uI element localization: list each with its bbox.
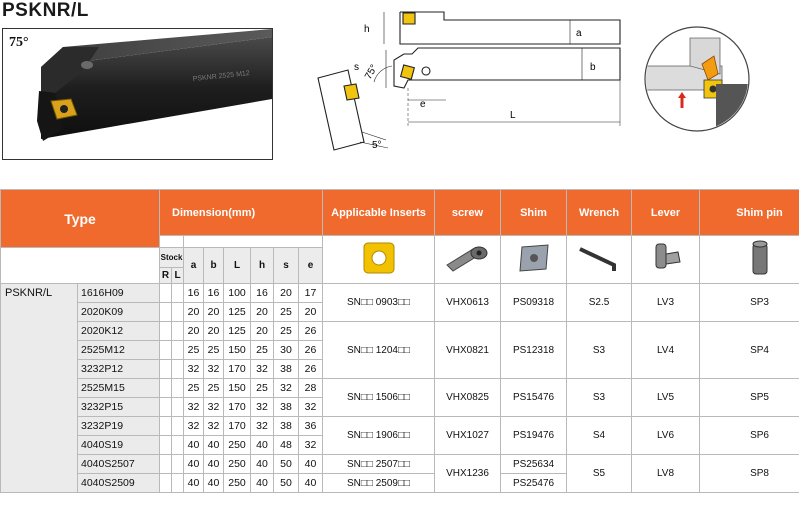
cell-h: 25 [251,341,274,360]
cell-e: 32 [299,436,323,455]
cell-b: 32 [204,417,224,436]
cell-L: 100 [224,284,251,303]
screw-code: VHX1027 [435,417,501,455]
shim-pin-image [700,236,799,284]
shim-header: Shim [501,190,567,236]
model-code: 4040S2507 [78,455,160,474]
stock-l-header: L [172,268,184,284]
screw-code: VHX0825 [435,379,501,417]
angle-75-label: 75° [363,62,381,82]
wrench-image [567,236,632,284]
cell-a: 32 [184,417,204,436]
table-row [1,284,799,303]
col-s-header: s [274,248,299,284]
cell-h: 40 [251,436,274,455]
col-h-header: h [251,248,274,284]
table-row [1,417,799,436]
cell-e: 32 [299,398,323,417]
angle-5-label: 5° [372,140,382,151]
cell-b: 25 [204,341,224,360]
clamping-detail [642,24,752,134]
cell-s: 50 [274,474,299,493]
cell-s: 38 [274,417,299,436]
cell-s: 32 [274,379,299,398]
cell-h: 32 [251,417,274,436]
specification-table [0,189,799,493]
cell-b: 40 [204,455,224,474]
model-code: 2525M12 [78,341,160,360]
screw-header: screw [435,190,501,236]
cell-s: 50 [274,455,299,474]
cell-h: 40 [251,474,274,493]
cell-h: 20 [251,303,274,322]
cell-b: 16 [204,284,224,303]
cell-a: 25 [184,379,204,398]
product-photo [2,28,273,160]
tool-holder-illustration [3,29,272,159]
table-row [1,379,799,398]
cell-a: 40 [184,436,204,455]
cell-a: 40 [184,474,204,493]
model-code: 3232P12 [78,360,160,379]
shim-pin-code: SP3 [700,284,799,322]
wrench-code: S4 [567,417,632,455]
series-label: PSKNR/L [1,284,78,493]
cell-a: 16 [184,284,204,303]
cell-e: 17 [299,284,323,303]
model-code: 2020K09 [78,303,160,322]
insert-code: SN□□ 2507□□ [323,455,435,474]
cell-L: 150 [224,379,251,398]
cell-e: 20 [299,303,323,322]
dimension-header: Dimension(mm) [160,190,323,236]
wrench-code: S3 [567,322,632,379]
wrench-code: S3 [567,379,632,417]
cell-b: 40 [204,436,224,455]
dim-a-label: a [576,28,582,39]
cell-L: 250 [224,455,251,474]
dimension-drawing [300,0,640,160]
lever-code: LV3 [632,284,700,322]
model-code: 2020K12 [78,322,160,341]
col-L-header: L [224,248,251,284]
lever-header: Lever [632,190,700,236]
cell-L: 125 [224,303,251,322]
screw-code: VHX1236 [435,455,501,493]
cell-L: 150 [224,341,251,360]
model-code: 4040S2509 [78,474,160,493]
shim-pin-code: SP8 [700,455,799,493]
cell-L: 250 [224,474,251,493]
cell-e: 40 [299,474,323,493]
screw-code: VHX0613 [435,284,501,322]
cell-b: 20 [204,322,224,341]
model-code: 3232P19 [78,417,160,436]
shim-code: PS19476 [501,417,567,455]
model-code: 3232P15 [78,398,160,417]
shim-image [501,236,567,284]
wrench-code: S5 [567,455,632,493]
stock-label: Stock [160,248,184,268]
shim-code: PS09318 [501,284,567,322]
col-a-header: a [184,248,204,284]
table-row [1,322,799,341]
wrench-header: Wrench [567,190,632,236]
cell-b: 25 [204,379,224,398]
cell-s: 38 [274,398,299,417]
cell-b: 32 [204,398,224,417]
cell-e: 26 [299,360,323,379]
shim-code: PS15476 [501,379,567,417]
cell-e: 28 [299,379,323,398]
screw-code: VHX0821 [435,322,501,379]
cell-s: 48 [274,436,299,455]
cell-b: 40 [204,474,224,493]
dim-e-label: e [420,99,426,110]
dim-h-label: h [364,24,370,35]
cell-a: 20 [184,322,204,341]
cell-s: 20 [274,284,299,303]
insert-code: SN□□ 1204□□ [323,322,435,379]
shim-pin-code: SP5 [700,379,799,417]
shim-code: PS12318 [501,322,567,379]
cell-b: 32 [204,360,224,379]
engraving-text: PSKNR 2525 M12 [192,70,251,83]
lever-image [632,236,700,284]
stock-r-header: R [160,268,172,284]
dim-b-label: b [590,62,596,73]
model-code: 2525M15 [78,379,160,398]
cell-a: 32 [184,360,204,379]
insert-code: SN□□ 1906□□ [323,417,435,455]
insert-code: SN□□ 0903□□ [323,284,435,322]
model-code: 1616H09 [78,284,160,303]
lever-code: LV8 [632,455,700,493]
cell-L: 125 [224,322,251,341]
cell-L: 170 [224,398,251,417]
approach-angle-label: 75° [9,35,29,50]
model-code: 4040S19 [78,436,160,455]
cell-L: 250 [224,436,251,455]
cell-h: 40 [251,455,274,474]
cell-e: 26 [299,322,323,341]
shim-code: PS25634 [501,455,567,474]
type-header: Type [1,190,160,248]
col-b-header: b [204,248,224,284]
shim-pin-code: SP4 [700,322,799,379]
lever-code: LV4 [632,322,700,379]
inserts-header: Applicable Inserts [323,190,435,236]
lever-code: LV6 [632,417,700,455]
shim-pin-code: SP6 [700,417,799,455]
cell-h: 32 [251,398,274,417]
cell-L: 170 [224,417,251,436]
screw-image [435,236,501,284]
cell-a: 20 [184,303,204,322]
cell-L: 170 [224,360,251,379]
page-title: PSKNR/L [2,0,89,21]
cell-h: 16 [251,284,274,303]
cell-e: 26 [299,341,323,360]
insert-code: SN□□ 1506□□ [323,379,435,417]
cell-s: 38 [274,360,299,379]
cell-a: 32 [184,398,204,417]
wrench-code: S2.5 [567,284,632,322]
insert-code: SN□□ 2509□□ [323,474,435,493]
cell-a: 25 [184,341,204,360]
table-row [1,455,799,474]
cell-s: 25 [274,303,299,322]
shim-pin-header: Shim pin [700,190,799,236]
dim-s-label: s [354,62,359,73]
dim-L-label: L [510,110,516,121]
cell-b: 20 [204,303,224,322]
cell-s: 25 [274,322,299,341]
cell-h: 25 [251,379,274,398]
cell-s: 30 [274,341,299,360]
cell-e: 36 [299,417,323,436]
col-e-header: e [299,248,323,284]
cell-h: 32 [251,360,274,379]
cell-e: 40 [299,455,323,474]
lever-code: LV5 [632,379,700,417]
shim-code: PS25476 [501,474,567,493]
cell-a: 40 [184,455,204,474]
insert-image [323,236,435,284]
cell-h: 20 [251,322,274,341]
